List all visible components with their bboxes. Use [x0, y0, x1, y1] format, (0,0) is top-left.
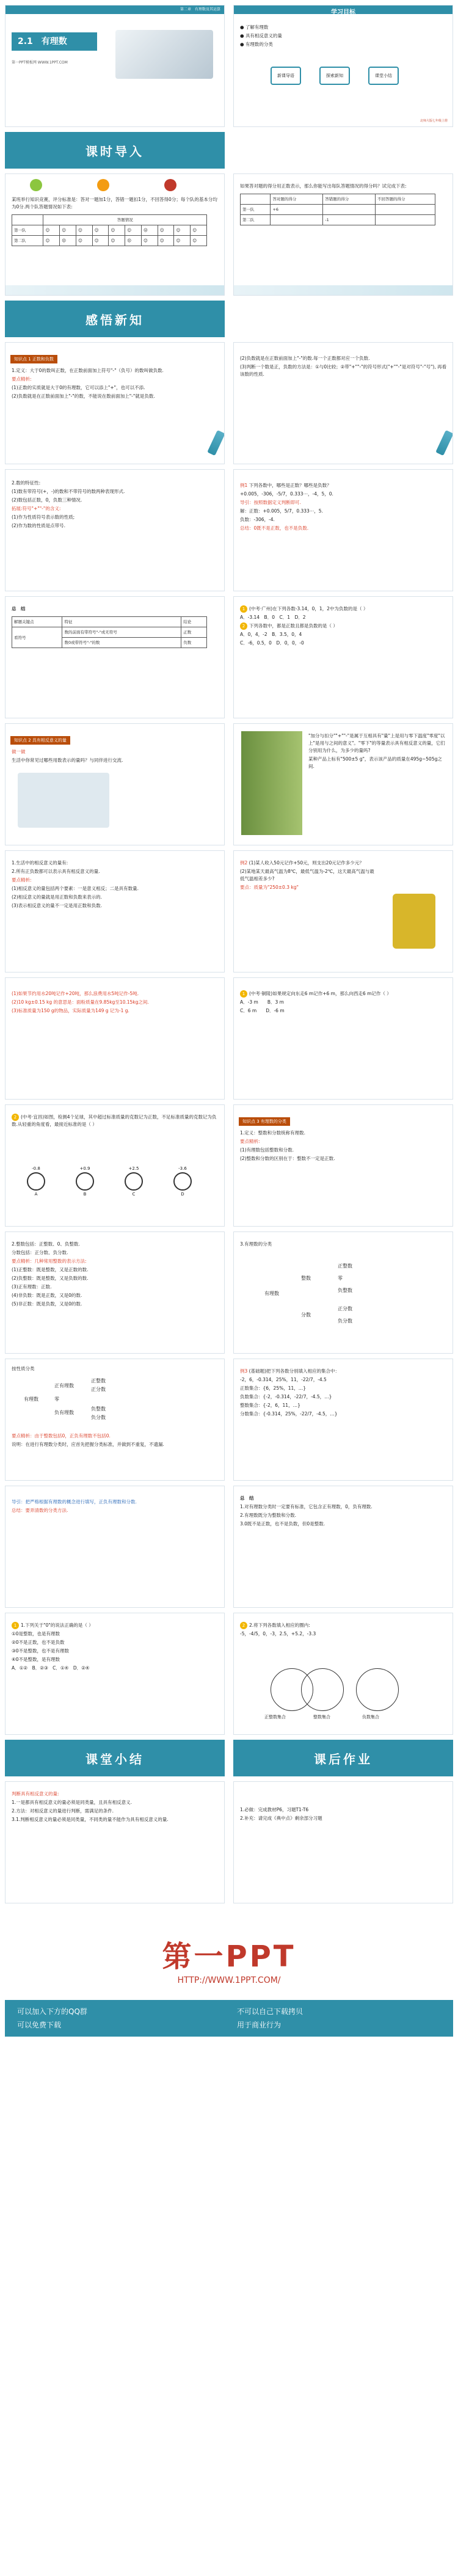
slide-summary2[interactable]: [233, 1486, 453, 1608]
ex2a-p3: (3)标准质量为150 g的物品，实际质量为149 g 记为-1 g.: [12, 1008, 129, 1013]
slide-features[interactable]: [5, 469, 225, 591]
ex2a-p1: (1)如果节约用水20吨记作+20吨，那么浪费用水5吨记作-5吨.: [12, 991, 139, 996]
step-3: 课堂小结: [368, 67, 399, 85]
feat-p1: 2.数的特征性:: [12, 480, 41, 486]
prac2-opts2: C．6 m D．-6 m: [240, 1008, 285, 1013]
slide-example1[interactable]: [233, 469, 453, 591]
int-item-3: (3)正有理数：正数.: [12, 1284, 52, 1290]
prac4-nums: -5，-4/5，0，-3，2.5，+5.2，-3.3: [240, 1631, 316, 1636]
footer-logo: 第一PPT: [162, 1939, 296, 1974]
kp2c-p1: 1.生活中的相反意义的量有:: [12, 860, 68, 866]
class2-root: 有理数: [24, 1396, 38, 1402]
banner-new: 感悟新知: [5, 301, 225, 337]
kp1-tag: 知识点 1 正数和负数: [10, 355, 57, 363]
prac1-opts3: C．-6，0.5，0 D．0，0，-0: [240, 640, 304, 646]
score-table: 答对题的得分 答错题的得分 不回答题的得分 第一队 +6 第二队 -1: [240, 194, 435, 225]
class-l5: 负分数: [338, 1318, 352, 1324]
slide-classification[interactable]: [233, 1231, 453, 1354]
score-question: 如果答对题的得分用正数表示，那么你能写出每队答题情况的得分吗？试完成下表:: [240, 183, 407, 189]
kp3-p2: 要点精析:: [240, 1139, 260, 1144]
feat-p5: (1)作为性质符号表示数的性质;: [12, 514, 75, 520]
int-p1: 2.整数包括：正整数、0、负整数.: [12, 1241, 80, 1247]
objective-3: ● 有理数的分类: [240, 42, 273, 47]
int-item-4: (4)非负数：既是正数，又是0的数.: [12, 1293, 82, 1298]
ex1-nums: +0.005，-306，-5/7，0.333⋯，-4，5，0.: [240, 491, 333, 497]
footer-t2: 可以免费下载: [17, 2021, 62, 2029]
kp1-p4: (2)负数就是在正数前面加上"-"的数，不能说在数前面加上"-"就是负数.: [12, 393, 155, 399]
feat-p4: 拓展:符号"+""-"的含义:: [12, 506, 61, 511]
slide-classification2[interactable]: [5, 1359, 225, 1481]
class-root: 有理数: [264, 1291, 279, 1296]
slide-practice2[interactable]: [233, 977, 453, 1100]
feat-p2: (1)数有带符号(+，-)的数和不带符号的数两种表现形式.: [12, 489, 125, 494]
site-footer: [5, 1908, 453, 2571]
title-box: 2.1 有理数: [12, 32, 97, 51]
slide-kp2[interactable]: [5, 723, 225, 845]
kp3-p3: (1)有理数包括整数和分数.: [240, 1147, 294, 1153]
kp1-p2: 要点精析:: [12, 376, 32, 382]
slide-practice1[interactable]: [233, 596, 453, 718]
slide-summary1[interactable]: [5, 596, 225, 718]
kp1c-p1: (2)负数就是在正数前面加上"-"的数.每一个正数都对应一个负数.: [240, 356, 370, 361]
prac1-opts2: A．0，4，-2 B．3.5，0，4: [240, 632, 302, 637]
slide-thermometer[interactable]: [233, 723, 453, 845]
ball-q: 2 (中考·宜昌)如图，检测4个足球，其中超过标准质量的克数记为正数，不足标准质量的克数记为负数.从轻重的角度看，最接近标准的是（ ）: [12, 1114, 217, 1127]
prac4-q: 2 2.将下列各数填入相应的圈内:: [240, 1622, 448, 1629]
step-1: 新课导语: [271, 67, 301, 85]
slide-objectives[interactable]: [233, 5, 453, 127]
class2-p2: 说明：在进行有理数分类时，应首先把握分类标准，并做到不重复，不遗漏.: [12, 1442, 164, 1447]
thermo-p1: "加分与扣分""+""-"是属于互相具有"量"上是用与零下温度"零度"以上"是用与之间的意义"。"零下"的等量表示具有相反意义的量，它们分别用为什么，为多少的量吗?: [308, 733, 445, 753]
sum2-p2: 2.有理数既分为整数和分数.: [240, 1512, 297, 1518]
ball-c: +2.5 C: [122, 1166, 146, 1197]
class2-p1: 要点精析：由于整数包括0，正负有理数不包括0.: [12, 1433, 111, 1439]
class2-n1: 正有理数: [54, 1383, 74, 1388]
prac3-i4: ④0不是整数，是有理数: [12, 1657, 60, 1662]
circle-label-2: 整数集合: [313, 1715, 330, 1720]
kp1-p1: 1.定义：大于0的数叫正数，在正数前面加上符号"-"（负号）的数叫做负数.: [12, 368, 164, 373]
ball-d: -3.6 D: [170, 1166, 195, 1197]
thermometer-image: [241, 731, 302, 835]
summary1-table: 解题关键点 特征 结论 看符号 数的前面有带符号"-"或无符号 正数 数0或带符号"-"的数 负数: [12, 616, 207, 648]
slide-practice4[interactable]: [233, 1613, 453, 1735]
footer-t4: 用于商业行为: [237, 2021, 282, 2029]
circle-negative: [356, 1668, 399, 1711]
ex3g-p2: 总结：要弄清数的分类方法.: [12, 1508, 68, 1513]
slide-intro-score[interactable]: [233, 173, 453, 296]
prac1-opts: A．-3.14 B．0 C．1 D．2: [240, 615, 306, 620]
kp2c-p5: (2)相反意义的量就是用正数和负数来表示的.: [12, 894, 103, 900]
banner-homework: 课后作业: [233, 1740, 453, 1776]
lsum-p2: 1.一是都具有相反意义的量必须是同类量，且具有相反意义.: [12, 1800, 133, 1805]
slide-footer: 北师大版七年级上册: [420, 119, 448, 123]
ex3g-p1: 导引：把严格根据有理数的概念进行填写，正负有理数和分数.: [12, 1499, 137, 1505]
slide-lesson-summary[interactable]: [5, 1781, 225, 1903]
objective-1: ● 了解有理数: [240, 24, 269, 30]
class-l1: 正整数: [338, 1263, 352, 1269]
lsum-p4: 3.1.判断相反意义的量必须是同类量，不同类的量不能作为具有相反意义的量.: [12, 1817, 169, 1822]
kp2c-p3: 要点精析:: [12, 877, 32, 883]
kp2-p2: 生活中你常见过哪些用数表示的量吗？与同伴进行交流.: [12, 757, 123, 763]
slide-kp1-cont[interactable]: [233, 342, 453, 464]
footer-url[interactable]: HTTP://WWW.1PPT.COM/: [177, 1976, 281, 1985]
pen-icon: [207, 430, 225, 456]
class-n1: 整数: [301, 1275, 311, 1281]
int-p3: 要点精析：几种常用整数的表示方法:: [12, 1258, 87, 1264]
slide-topbar: [5, 5, 224, 14]
kp3-tag: 知识点 3 有理数的分类: [239, 1117, 290, 1126]
circle-label-1: 正整数集合: [264, 1715, 286, 1720]
ball-b: +0.9 B: [73, 1166, 97, 1197]
prac3-i1: ①0是整数，也是有理数: [12, 1631, 60, 1636]
ex1-guide: 导引：按照数据定义判断即可.: [240, 500, 301, 505]
class-l2: 零: [338, 1275, 343, 1281]
ex2-p1: 例2 (1)某人收入50元记作+50元，则支出20元记作多少元？: [240, 860, 364, 866]
ball-a: -0.8 A: [24, 1166, 48, 1197]
prac2-q: 1 (中考·铜陵)如果规定向东走6 m记作+6 m，那么向西走6 m记作（ ）: [240, 990, 448, 998]
sum2-title: 总 结: [240, 1495, 254, 1501]
ex3-p2: -2，6，-0.314，25%，11，-22/7，-4.5: [240, 1377, 327, 1382]
face-sad: [97, 179, 109, 191]
slide-kp3[interactable]: [233, 1104, 453, 1227]
prac1-q: 1 (中考·广州)在下列各数-3.14，0，1，2中为负数的是（ ）: [240, 605, 448, 613]
pen-icon: [435, 430, 453, 456]
prac3-q: 1 1.下列关于"0"的说法正确的是（ ）: [12, 1622, 219, 1629]
prac1-q2: 2 下列各数中，都是正数且都是负数的是（ ）: [240, 622, 448, 630]
feat-p6: (2)作为数的性质是点带号.: [12, 523, 66, 528]
ex1-summary: 总结：0既不是正数，也不是负数.: [240, 525, 309, 531]
int-item-5: (5)非正数：既是负数，又是0的数.: [12, 1301, 82, 1307]
ex2a-p2: (2)10 kg±0.15 kg 的意思是：面粉质量在9.85kg至10.15kg之间.: [12, 999, 149, 1005]
prac2-opts: A．-3 m B．3 m: [240, 999, 284, 1005]
class-title: 3.有理数的分类: [240, 1241, 272, 1247]
ex1-ans1: 解：正数：+0.005，5/7，0.333⋯，5.: [240, 508, 323, 514]
sum2-p3: 3.0既不是正数，也不是负数，但0是整数.: [240, 1521, 325, 1527]
int-p2: 分数包括：正分数、负分数.: [12, 1250, 68, 1255]
ex1-q: 例1 下列各数中，哪些是正数？哪些是负数？: [240, 483, 332, 488]
prac3-i3: ③0不是整数，也不是有理数: [12, 1648, 69, 1654]
class-l3: 负整数: [338, 1288, 352, 1293]
ex3-p4: 负数集合：{-2，-0.314，-22/7，-4.5，…}: [240, 1394, 332, 1399]
kp1c-p2: (3)判断一个数是正，负数的方法是：①与0比较；②带"+""-"的符号形式("+""-"是对符号"-"号"), 再看该数的性质.: [240, 364, 447, 377]
class2-l2: 正分数: [91, 1387, 106, 1392]
kp1-p3: (1)正数的实质就是大于0的有理数，它可以添上"+"，也可以不添.: [12, 385, 145, 390]
footer-bar: [5, 2000, 453, 2037]
class2-title: 按性质分类: [12, 1366, 35, 1371]
kp2c-p4: (1)相反意义的量包括两个要素：一是意义相反；二是具有数量.: [12, 886, 139, 891]
kp2c-p6: (3)表示相反意义的量不一定是用正数和负数.: [12, 903, 103, 908]
lsum-p3: 2.方法：对相反意义的量进行判断，需满足的条件.: [12, 1808, 114, 1814]
slide-practice3[interactable]: [5, 1613, 225, 1735]
circle-label-3: 负数集合: [362, 1715, 379, 1720]
int-item-1: (1)正整数：既是整数，又是正数的数.: [12, 1267, 89, 1272]
objectives-heading: 学习目标: [331, 9, 355, 16]
ex1-ans2: 负数：-306，-4.: [240, 517, 275, 522]
prac3-i2: ②0不是正数，也不是负数: [12, 1640, 65, 1645]
class2-n3: 负有理数: [54, 1410, 74, 1415]
answer-table: 答题情况 第一队 ☺ ☺ ☺ ☺ ☺ ☺ ☹ ☺ ☺ ☺ 第二队 ☺ ☹ ☺ ☺ ☺ ☹ ☺ ☺ ☺ ☺: [12, 214, 207, 246]
banner-summary: 课堂小结: [5, 1740, 225, 1776]
slide-integer-types[interactable]: [5, 1231, 225, 1354]
slide-ex2-answer[interactable]: [5, 977, 225, 1100]
slide-ex3-guide[interactable]: [5, 1486, 225, 1608]
objective-2: ● 具有相反意义的量: [240, 33, 282, 38]
ex3-p1: 例3 (基础题)把下列各数分别填入相应的集合中：: [240, 1368, 340, 1374]
kp3-p1: 1.定义：整数和分数统称有理数.: [240, 1130, 306, 1136]
kp2c-p2: 2.所有正负数都可以表示具有相反意义的量.: [12, 869, 100, 874]
class-n2: 分数: [301, 1312, 311, 1318]
hw-p1: 1.必做：完成教材P6，习题T1-T6: [240, 1807, 309, 1812]
ex3-p3: 正数集合：{6，25%，11，…}: [240, 1385, 307, 1391]
slide-football[interactable]: [5, 1104, 225, 1227]
flour-bag-image: [393, 894, 435, 949]
ex2-p3: 要点：质量为"250±0.3 kg": [240, 885, 299, 890]
banner-intro: 课时导入: [5, 132, 225, 169]
slide-example2[interactable]: [233, 850, 453, 972]
site-label: 第一PPT模板网 WWW.1PPT.COM: [12, 60, 68, 65]
class2-l4: 负分数: [91, 1415, 106, 1420]
ex3-p6: 分数集合：{-0.314，25%，-22/7，-4.5，…}: [240, 1411, 338, 1417]
lsum-p1: 判断具有相反意义的量:: [12, 1791, 59, 1797]
face-happy: [30, 179, 42, 191]
class2-l3: 负整数: [91, 1406, 106, 1412]
blocks-image: [115, 30, 213, 79]
step-2: 探索新知: [319, 67, 350, 85]
slide-kp2-cont[interactable]: [5, 850, 225, 972]
slide-title[interactable]: [5, 5, 225, 127]
footer-t3: 不可以自己下载拷贝: [237, 2007, 304, 2016]
kp3-p4: (2)整数和分数的区别在于：整数不一定是正数.: [240, 1156, 335, 1161]
class-l4: 正分数: [338, 1306, 352, 1312]
hw-p2: 2.补充：请完成《典中点》剩余部分习题: [240, 1815, 322, 1821]
prac3-opts: A．①② B．②③ C．①④ D．②④: [12, 1665, 90, 1671]
kp2-p1: 做一做: [12, 749, 26, 754]
people-image: [18, 773, 109, 828]
ex2-p2: (2)某地某天最高气温为8℃，最低气温为-2℃，这天最高气温与最低气温相差多少?: [240, 869, 374, 881]
intro-text: 某班举行知识竞赛，评分标准是：答对一题加1分，答错一题扣1分，不回答得0分；每个队的基本分均为0分.两个队答题情况如下表:: [12, 197, 217, 210]
int-item-2: (2)负整数：既是整数，又是负数的数.: [12, 1275, 89, 1281]
summary1-title: 总 结: [12, 606, 26, 611]
slide-example3[interactable]: [233, 1359, 453, 1481]
footer-t1: 可以加入下方的QQ群: [17, 2007, 87, 2016]
chapter-label: 第二章 有理数及其运算: [180, 7, 220, 12]
slide-homework[interactable]: [233, 1781, 453, 1903]
slide-kp1[interactable]: [5, 342, 225, 464]
slide-intro-table[interactable]: [5, 173, 225, 296]
face-neutral: [164, 179, 176, 191]
sum2-p1: 1.对有理数分类时一定要有标准，它包含正有理数，0，负有理数.: [240, 1504, 373, 1509]
ex3-p5: 整数集合：{-2，6，11，…}: [240, 1403, 300, 1408]
kp2-tag: 知识点 2 具有相反意义的量: [10, 736, 70, 745]
feat-p3: (2)数包括正数，0，负数三种情况.: [12, 497, 82, 503]
class2-n2: 零: [54, 1396, 59, 1402]
class2-l1: 正整数: [91, 1378, 106, 1384]
thermo-p2: 某种产品上标有"500±5 g"，表示该产品的质量在495g~505g之间.: [308, 756, 442, 769]
circle-integer: [301, 1668, 344, 1711]
